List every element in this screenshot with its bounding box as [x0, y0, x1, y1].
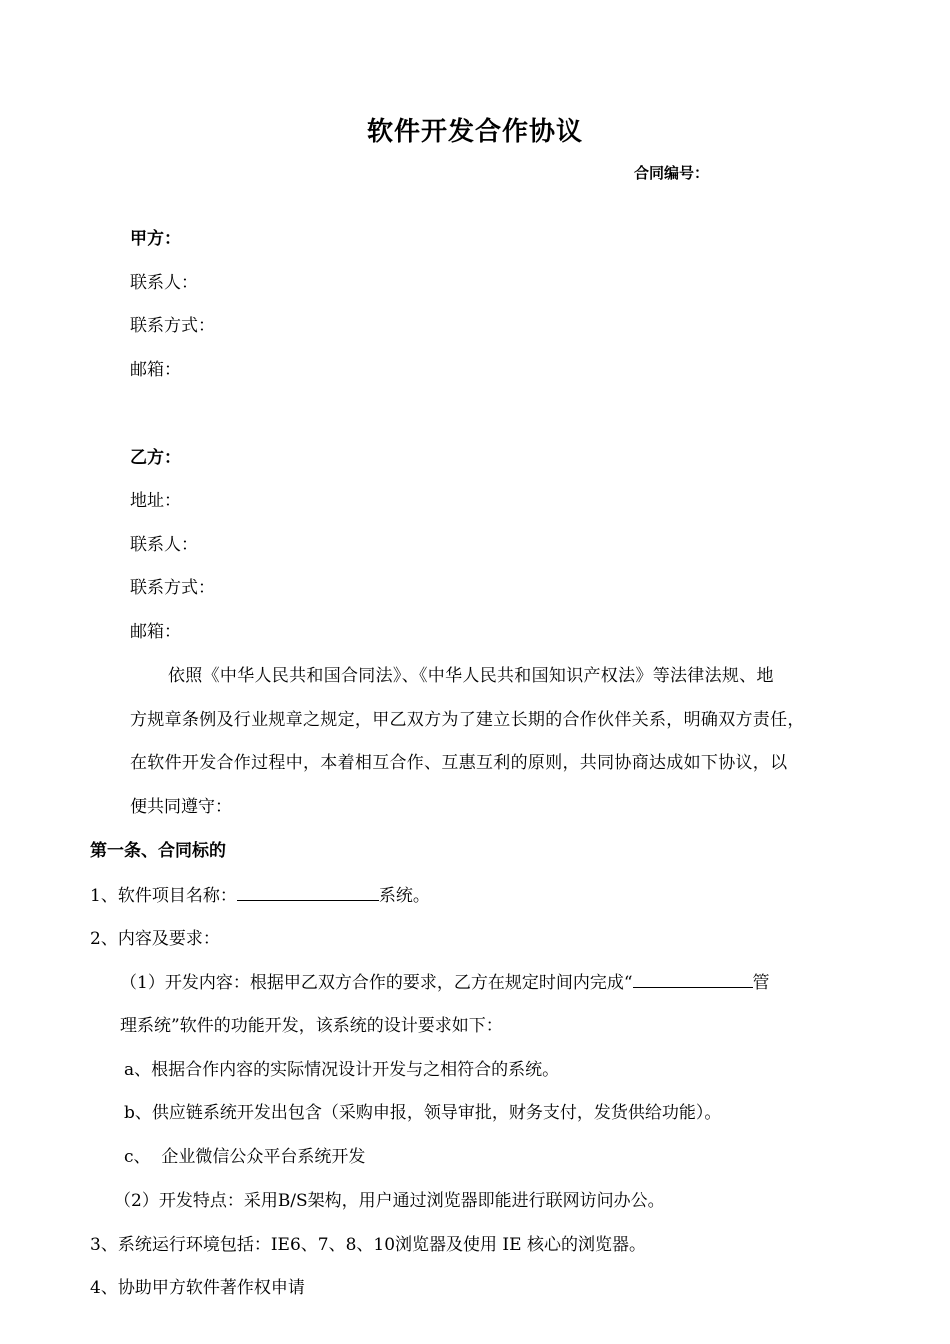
preamble-line-2: 方规章条例及行业规章之规定，甲乙双方为了建立长期的合作伙伴关系，明确双方责任，: [130, 710, 805, 730]
article-1-sub-1: [120, 971, 770, 994]
document-title: 软件开发合作协议: [366, 117, 583, 147]
contract-number-label: 合同编号：: [634, 164, 710, 182]
preamble-line-1: 依照《中华人民共和国合同法》、《中华人民共和国知识产权法》等法律法规、地: [168, 666, 774, 686]
article-1-item-3: 3、系统运行环境包括：IE6、7、8、10浏览器及使用 IE 核心的浏览器。: [90, 1235, 646, 1255]
party-b-contact-method: 联系方式：: [130, 578, 215, 598]
party-b-address: 地址：: [130, 491, 181, 511]
project-name-blank: [237, 884, 379, 901]
party-a-heading: 甲方：: [130, 229, 181, 249]
sub-1-prefix: （1）开发内容：根据甲乙双方合作的要求，乙方在规定时间内完成“: [120, 973, 633, 993]
article-1-point-c: c、 企业微信公众平台系统开发: [124, 1147, 366, 1167]
party-b-email: 邮箱：: [130, 622, 181, 642]
item-1-suffix: 系统。: [378, 886, 430, 906]
item-1-prefix: 1、软件项目名称：: [90, 886, 237, 906]
article-1-item-2: 2、内容及要求：: [90, 929, 220, 949]
article-1-item-4: 4、协助甲方软件著作权申请: [90, 1278, 305, 1298]
article-1-item-1: [90, 884, 430, 907]
article-1-sub-1-line-2: 理系统”软件的功能开发，该系统的设计要求如下：: [120, 1016, 503, 1036]
preamble-line-3: 在软件开发合作过程中，本着相互合作、互惠互利的原则，共同协商达成如下协议，以: [130, 753, 788, 773]
party-a-contact: 联系人：: [130, 273, 198, 293]
article-1-point-b: b、供应链系统开发出包含（采购申报，领导审批，财务支付，发货供给功能）。: [124, 1103, 722, 1123]
sub-1-suffix: 管: [752, 973, 770, 993]
party-b-heading: 乙方：: [130, 448, 181, 468]
article-1-point-a: a、根据合作内容的实际情况设计开发与之相符合的系统。: [124, 1060, 560, 1080]
article-1-sub-2: （2）开发特点：采用B/S架构，用户通过浏览器即能进行联网访问办公。: [114, 1191, 665, 1211]
preamble-line-4: 便共同遵守：: [130, 797, 232, 817]
system-name-blank: [633, 971, 753, 988]
party-b-contact: 联系人：: [130, 535, 198, 555]
party-a-contact-method: 联系方式：: [130, 316, 215, 336]
party-a-email: 邮箱：: [130, 360, 181, 380]
article-1-heading: 第一条、合同标的: [90, 841, 226, 861]
